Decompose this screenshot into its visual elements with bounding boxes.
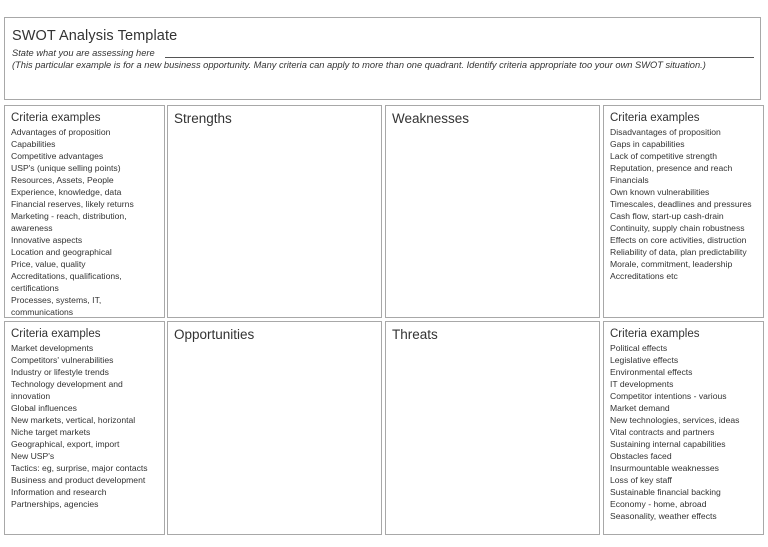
criteria-item: Capabilities — [11, 139, 56, 149]
weaknesses-criteria-panel — [603, 105, 764, 318]
criteria-item: Competitor intentions - various — [610, 391, 727, 401]
threats-criteria-panel — [603, 321, 764, 535]
criteria-item: Accreditations, qualifications, certifications — [11, 271, 122, 293]
criteria-item: Political effects — [610, 343, 668, 353]
strengths-criteria-panel — [4, 105, 165, 318]
weaknesses-title: Weaknesses — [392, 111, 470, 126]
criteria-title: Criteria examples — [610, 112, 700, 124]
criteria-item: Business and product development — [11, 475, 146, 485]
page-title: SWOT Analysis Template — [12, 28, 178, 44]
threats-criteria-list — [604, 342, 763, 522]
criteria-item: Vital contracts and partners — [610, 427, 715, 437]
criteria-item: Innovative aspects — [11, 235, 83, 245]
criteria-item: Price, value, quality — [11, 259, 86, 269]
criteria-item: Competitive advantages — [11, 151, 104, 161]
criteria-title: Criteria examples — [11, 112, 101, 124]
criteria-item: Environmental effects — [610, 367, 693, 377]
criteria-item: Partnerships, agencies — [11, 499, 99, 509]
opportunities-criteria-panel — [4, 321, 165, 535]
strengths-quadrant[interactable] — [167, 105, 382, 318]
criteria-item: Global influences — [11, 403, 77, 413]
threats-title: Threats — [392, 327, 438, 342]
criteria-item: Processes, systems, IT, communications — [11, 295, 102, 317]
assessment-input-line[interactable] — [165, 57, 754, 58]
criteria-item: USP's (unique selling points) — [11, 163, 121, 173]
criteria-item: Reliability of data, plan predictability — [610, 247, 747, 257]
criteria-item: Continuity, supply chain robustness — [610, 223, 745, 233]
criteria-item: Insurmountable weaknesses — [610, 463, 719, 473]
criteria-item: Financials — [610, 175, 649, 185]
strengths-title: Strengths — [174, 111, 232, 126]
criteria-item: Geographical, export, import — [11, 439, 120, 449]
opportunities-quadrant[interactable] — [167, 321, 382, 535]
criteria-item: Effects on core activities, distruction — [610, 235, 747, 245]
opportunities-criteria-list — [5, 342, 164, 510]
criteria-item: Legislative effects — [610, 355, 679, 365]
criteria-item: New markets, vertical, horizontal — [11, 415, 136, 425]
weaknesses-criteria-list — [604, 126, 763, 282]
criteria-item: Obstacles faced — [610, 451, 672, 461]
criteria-item: Financial reserves, likely returns — [11, 199, 134, 209]
criteria-item: Advantages of proposition — [11, 127, 111, 137]
header-box — [4, 17, 761, 100]
criteria-item: Information and research — [11, 487, 107, 497]
criteria-item: Market demand — [610, 403, 670, 413]
criteria-item: Marketing - reach, distribution, awareness — [11, 211, 127, 233]
criteria-item: New technologies, services, ideas — [610, 415, 740, 425]
strengths-criteria-list — [5, 126, 164, 318]
criteria-item: Seasonality, weather effects — [610, 511, 717, 521]
criteria-item: Experience, knowledge, data — [11, 187, 122, 197]
criteria-item: Lack of competitive strength — [610, 151, 717, 161]
criteria-title: Criteria examples — [610, 328, 700, 340]
instructions-note: (This particular example is for a new business opportunity. Many criteria can apply to more than one quadrant. Identify criteria appropriate too your own SWOT situation.) — [12, 60, 706, 70]
criteria-item: Timescales, deadlines and pressures — [610, 199, 752, 209]
assessment-prompt: State what you are assessing here — [12, 48, 155, 58]
criteria-item: Market developments — [11, 343, 94, 353]
criteria-item: Location and geographical — [11, 247, 112, 257]
criteria-item: IT developments — [610, 379, 674, 389]
criteria-item: Economy - home, abroad — [610, 499, 707, 509]
criteria-item: Loss of key staff — [610, 475, 672, 485]
weaknesses-quadrant[interactable] — [385, 105, 600, 318]
criteria-item: Industry or lifestyle trends — [11, 367, 109, 377]
criteria-item: Disadvantages of proposition — [610, 127, 721, 137]
criteria-item: Morale, commitment, leadership — [610, 259, 733, 269]
criteria-item: Reputation, presence and reach — [610, 163, 733, 173]
opportunities-title: Opportunities — [174, 327, 255, 342]
criteria-item: Gaps in capabilities — [610, 139, 685, 149]
criteria-item: Competitors' vulnerabilities — [11, 355, 114, 365]
criteria-item: Tactics: eg, surprise, major contacts — [11, 463, 148, 473]
criteria-item: Technology development and innovation — [11, 379, 123, 401]
criteria-item: Sustaining internal capabilities — [610, 439, 726, 449]
threats-quadrant[interactable] — [385, 321, 600, 535]
criteria-item: Sustainable financial backing — [610, 487, 721, 497]
criteria-item: Resources, Assets, People — [11, 175, 114, 185]
criteria-item: Niche target markets — [11, 427, 91, 437]
criteria-item: Own known vulnerabilities — [610, 187, 710, 197]
criteria-item: New USP's — [11, 451, 55, 461]
criteria-item: Cash flow, start-up cash-drain — [610, 211, 724, 221]
criteria-item: Accreditations etc — [610, 271, 678, 281]
criteria-title: Criteria examples — [11, 328, 101, 340]
